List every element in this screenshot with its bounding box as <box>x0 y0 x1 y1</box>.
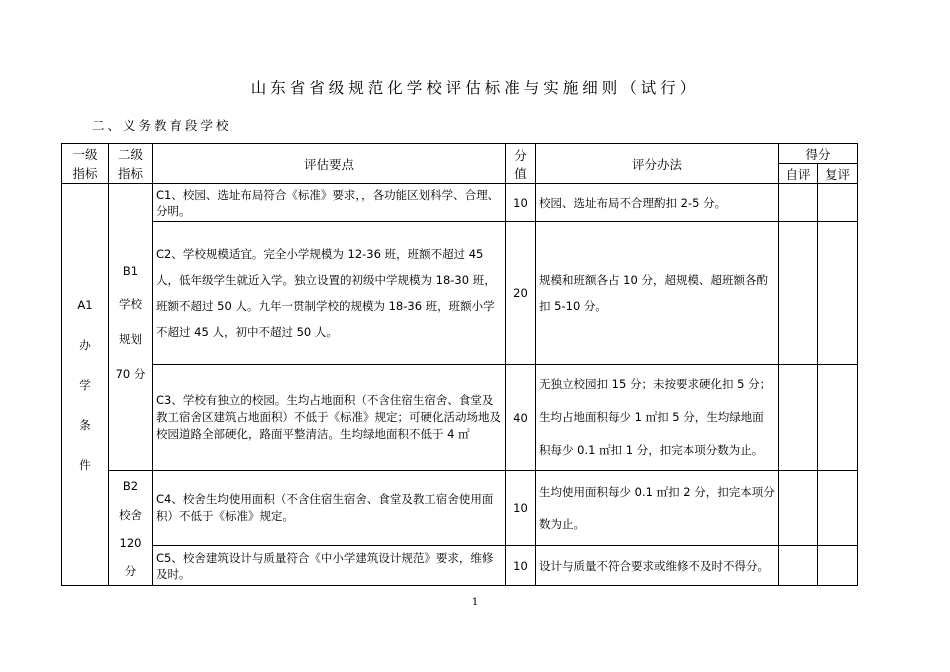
header-score: 分值 <box>506 144 536 184</box>
a1-cell: A1 办 学 条 件 <box>62 184 109 586</box>
header-self: 自评 <box>779 164 818 184</box>
self-score-c3[interactable] <box>779 365 818 471</box>
b1-cell: B1 学校 规划 70 分 <box>109 184 153 471</box>
header-row <box>62 144 858 164</box>
header-evaluation: 得分 <box>779 144 858 164</box>
b2-cell: B2 校舍 120 分 <box>109 471 153 586</box>
evaluation-table <box>61 143 858 586</box>
item-c5: C5、校舍建筑设计与质量符合《中小学建筑设计规范》要求，维修及时。 <box>153 546 506 586</box>
header-level2: 二级 指标 <box>109 144 153 184</box>
self-score-c5[interactable] <box>779 546 818 586</box>
page-number: 1 <box>471 597 479 608</box>
review-score-c3[interactable] <box>818 365 858 471</box>
score-c1: 10 <box>506 184 536 222</box>
item-c4: C4、校舍生均使用面积（不含住宿生宿舍、食堂及教工宿舍使用面积）不低于《标准》规定。 <box>153 471 506 546</box>
header-points: 评估要点 <box>153 144 506 184</box>
review-score-c1[interactable] <box>818 184 858 222</box>
review-score-c2[interactable] <box>818 222 858 365</box>
document-title: 山东省省级规范化学校评估标准与实施细则（试行） <box>250 79 700 97</box>
table-row <box>62 471 858 546</box>
table-row <box>62 222 858 365</box>
header-level1: 一级 指标 <box>62 144 109 184</box>
self-score-c1[interactable] <box>779 184 818 222</box>
method-c4: 生均使用面积每少 0.1 ㎡扣 2 分，扣完本项分数为止。 <box>536 471 779 546</box>
table-row <box>62 365 858 471</box>
method-c2: 规模和班额各占 10 分，超规模、超班额各酌扣 5-10 分。 <box>536 222 779 365</box>
score-c5: 10 <box>506 546 536 586</box>
self-score-c2[interactable] <box>779 222 818 365</box>
method-c3: 无独立校园扣 15 分；未按要求硬化扣 5 分；生均占地面积每少 1 ㎡扣 5 分，生均绿地面积每少 0.1 ㎡扣 1 分，扣完本项分数为止。 <box>536 365 779 471</box>
method-c1: 校园、选址布局不合理酌扣 2-5 分。 <box>536 184 779 222</box>
self-score-c4[interactable] <box>779 471 818 546</box>
item-c3: C3、学校有独立的校园。生均占地面积（不含住宿生宿舍、食堂及教工宿舍区建筑占地面积）不低于《标准》规定；可硬化活动场地及校园道路全部硬化，路面平整清洁。生均绿地面积不低于 4 ㎡ <box>153 365 506 471</box>
review-score-c4[interactable] <box>818 471 858 546</box>
item-c2: C2、学校规模适宜。完全小学规模为 12-36 班，班额不超过 45 人，低年级学生就近入学。独立设置的初级中学规模为 18-30 班，班额不超过 50 人。九年一贯制学校的规模为 18-36 班，班额小学不超过 45 人，初中不超过 50 人。 <box>153 222 506 365</box>
table-row <box>62 184 858 222</box>
header-method: 评分办法 <box>536 144 779 184</box>
table-row <box>62 546 858 586</box>
method-c5: 设计与质量不符合要求或维修不及时不得分。 <box>536 546 779 586</box>
section-heading: 二、义务教育段学校 <box>92 118 232 133</box>
item-c1: C1、校园、选址布局符合《标准》要求，，各功能区划科学、合理、分明。 <box>153 184 506 222</box>
review-score-c5[interactable] <box>818 546 858 586</box>
score-c2: 20 <box>506 222 536 365</box>
header-review: 复评 <box>818 164 858 184</box>
score-c3: 40 <box>506 365 536 471</box>
score-c4: 10 <box>506 471 536 546</box>
